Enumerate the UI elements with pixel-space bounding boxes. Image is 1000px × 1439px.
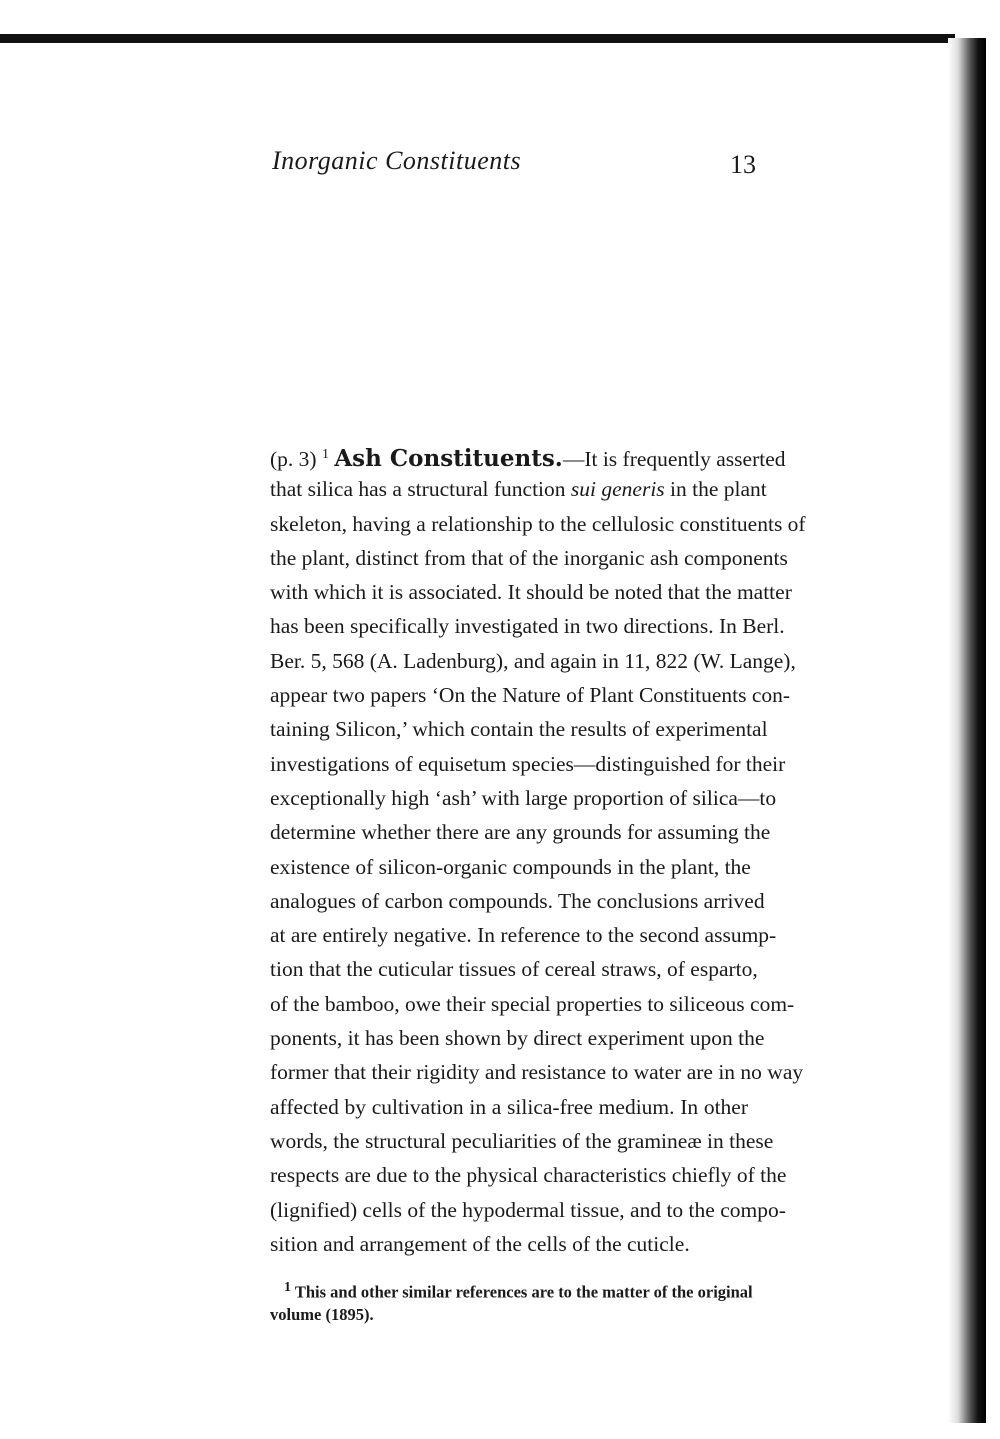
italic-phrase: sui generis xyxy=(570,477,665,502)
text-line xyxy=(270,472,767,506)
text-line: of the bamboo, owe their special properties to siliceous com- xyxy=(270,991,795,1016)
text-line: respects are due to the physical characteristics chiefly of the xyxy=(270,1163,787,1188)
text-line: exceptionally high ‘ash’ with large proportion of silica—to xyxy=(270,785,777,810)
running-header: Inorganic Constituents xyxy=(272,146,522,175)
page-number: 13 xyxy=(730,150,756,179)
text-line: at are entirely negative. In reference to the second assump- xyxy=(270,923,777,948)
text-line: tion that the cuticular tissues of cereal straws, of esparto, xyxy=(270,957,758,982)
page-ref: (p. 3) xyxy=(270,447,322,472)
text-line: has been specifically investigated in two directions. In Berl. xyxy=(270,614,785,639)
text-span: in the plant xyxy=(664,477,767,502)
footnote-line: volume (1895). xyxy=(270,1305,374,1324)
text-line: appear two papers ‘On the Nature of Plant Constituents con- xyxy=(270,683,791,708)
text-line xyxy=(270,438,786,473)
section-heading: Ash Constituents. xyxy=(334,445,563,473)
text-line: (lignified) cells of the hypodermal tissue, and to the compo- xyxy=(270,1197,786,1222)
text-line: —It is frequently asserted xyxy=(562,447,786,472)
text-span: that silica has a structural function xyxy=(270,477,571,502)
footnote-mark: 1 xyxy=(321,447,329,462)
page-edge-shadow xyxy=(948,38,986,1423)
text-line: skeleton, having a relationship to the cellulosic constituents of xyxy=(270,511,806,536)
footnote xyxy=(270,1274,753,1328)
text-line: taining Silicon,’ which contain the results of experimental xyxy=(270,717,768,742)
text-line: existence of silicon-organic compounds in the plant, the xyxy=(270,854,751,879)
text-line: ponents, it has been shown by direct experiment upon the xyxy=(270,1026,765,1051)
top-rule xyxy=(0,34,955,43)
text-line: sition and arrangement of the cells of the cuticle. xyxy=(270,1231,690,1256)
body-paragraph xyxy=(270,438,806,1261)
text-line: the plant, distinct from that of the inorganic ash components xyxy=(270,545,788,570)
footnote-mark: 1 xyxy=(284,1280,291,1295)
text-line: determine whether there are any grounds for assuming the xyxy=(270,820,771,845)
text-line: with which it is associated. It should be noted that the matter xyxy=(270,580,792,605)
text-line: words, the structural peculiarities of the gramineæ in these xyxy=(270,1128,774,1153)
text-line: analogues of carbon compounds. The conclusions arrived xyxy=(270,888,765,913)
text-line: investigations of equisetum species—distinguished for their xyxy=(270,751,786,776)
footnote-text: This and other similar references are to the matter of the original xyxy=(291,1282,753,1302)
text-line: Ber. 5, 568 (A. Ladenburg), and again in 11, 822 (W. Lange), xyxy=(270,648,796,673)
footnote-line xyxy=(270,1274,753,1302)
text-line: affected by cultivation in a silica-free medium. In other xyxy=(270,1094,748,1119)
text-line: former that their rigidity and resistance to water are in no way xyxy=(270,1060,804,1085)
